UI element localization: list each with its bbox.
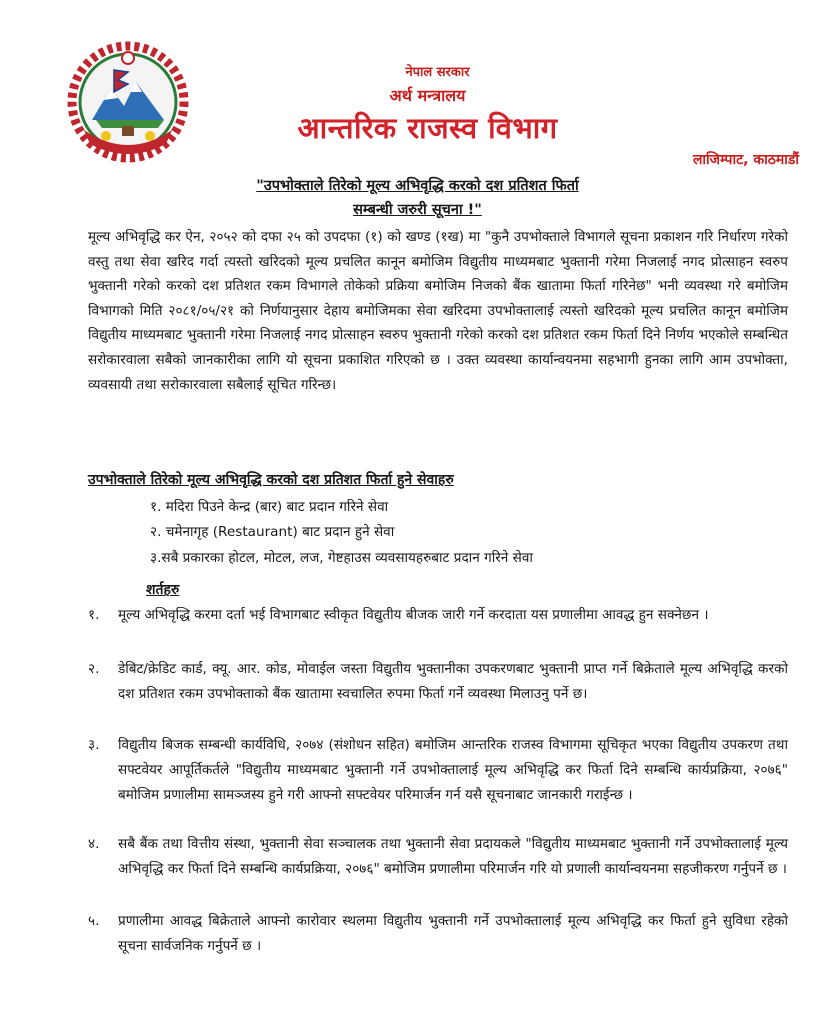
condition-text: प्रणालीमा आवद्ध बिक्रेताले आफ्नो कारोवार स्थलमा विद्युतीय भुक्तानी गर्ने उपभोक्तालाई मूल्य अभिवृद्धि कर फिर्ता हुने सुविधा रहेको सूचना सार्वजनिक गर्नुपर्ने छ । — [118, 913, 788, 954]
condition-item — [88, 832, 788, 882]
office-location: लाजिम्पाट, काठमाडौं — [692, 152, 799, 168]
notice-title-line-1: "उपभोक्ताले तिरेको मूल्य अभिवृद्धि करको दश प्रतिशत फिर्ता — [256, 178, 579, 194]
condition-number: ३. — [88, 737, 100, 753]
condition-text: मूल्य अभिवृद्धि करमा दर्ता भई विभागबाट स्वीकृत विद्युतीय बीजक जारी गर्ने करदाता यस प्रणालीमा आवद्ध हुन सक्नेछन । — [118, 607, 709, 623]
condition-number: १. — [88, 607, 100, 623]
service-item: २. चमेनागृह (Restaurant) बाट प्रदान हुने सेवा — [150, 524, 395, 540]
condition-text: डेबिट/क्रेडिट कार्ड, क्यू. आर. कोड, मोवाईल जस्ता विद्युतीय भुक्तानीका उपकरणबाट भुक्तानी प्राप्त गर्ने बिक्रेताले मूल्य अभिवृद्धि करको दश प्रतिशत रकम उपभोक्ताको बैंक खातामा स्वचालित रुपमा फिर्ता गर्ने व्यवस्था मिलाउनु पर्ने छ। — [118, 661, 788, 702]
condition-item — [88, 603, 788, 628]
notice-title-line-2: सम्बन्धी जरुरी सूचना !" — [353, 202, 482, 218]
department-name: आन्तरिक राजस्व विभाग — [297, 111, 558, 145]
government-name: नेपाल सरकार — [405, 65, 470, 80]
ministry-name: अर्थ मन्त्रालय — [389, 86, 466, 105]
service-item: ३.सबै प्रकारका होटल, मोटल, लज, गेष्टहाउस व्यवसायहरुबाट प्रदान गरिने सेवा — [150, 550, 533, 566]
condition-text: विद्युतीय बिजक सम्बन्धी कार्यविधि, २०७४ (संशोधन सहित) बमोजिम आन्तरिक राजस्व विभागमा सूचिकृत भएका विद्युतीय उपकरण तथा सफ्टवेयर आपूर्तिकर्तले "विद्युतीय माध्यमबाट भुक्तानी गर्ने उपभोक्तालाई मूल्य अभिवृद्धि कर फिर्ता दिने सम्बन्धि कार्यप्रक्रिया, २०७६" बमोजिम प्रणालीमा सामञ्जस्य हुने गरी आफ्नो सफ्टवेयर परिमार्जन गर्न यसै सूचनाबाट जानकारी गराईन्छ । — [118, 737, 788, 803]
condition-item — [88, 909, 788, 959]
conditions-heading: शर्तहरु — [146, 582, 180, 598]
condition-number: ५. — [88, 913, 100, 929]
service-item: १. मदिरा पिउने केन्द्र (बार) बाट प्रदान गरिने सेवा — [150, 499, 389, 515]
condition-item — [88, 733, 788, 808]
notice-body: मूल्य अभिवृद्धि कर ऐन, २०५२ को दफा २५ को उपदफा (१) को खण्ड (१ख) मा "कुनै उपभोक्ताले विभागले सूचना प्रकाशन गरि निर्धारण गरेको वस्तु तथा सेवा खरिद गर्दा त्यस्तो खरिदको मूल्य प्रचलित कानून बमोजिम विद्युतीय माध्यमबाट भुक्तानी गरेमा निजलाई नगद प्रोत्साहन स्वरुप भुक्तानी गरेको करको दश प्रतिशत रकम विभागले तोकेको प्रक्रिया बमोजिम निजको बैंक खातामा फिर्ता गरिनेछ" भनी व्यवस्था गरे बमोजिम विभागको मिति २०८१/०५/२१ को निर्णयानुसार देहाय बमोजिमका सेवा खरिदमा उपभोक्तालाई त्यस्तो खरिदको मूल्य प्रचलित कानून बमोजिम विद्युतीय माध्यमबाट भुक्तानी गरेमा निजलाई नगद प्रोत्साहन स्वरुप भुक्तानी गरेको करको दश प्रतिशत रकम फिर्ता दिने निर्णय भएकोले सम्बन्धित सरोकारवाला सबैको जानकारीका लागि यो सूचना प्रकाशित गरिएको छ । उक्त व्यवस्था कार्यान्वयनमा सहभागी हुनका लागि आम उपभोक्ता, व्यवसायी तथा सरोकारवाला सबैलाई सूचित गरिन्छ। — [88, 229, 788, 393]
condition-number: २. — [88, 661, 100, 677]
condition-number: ४. — [88, 836, 100, 852]
services-heading: उपभोक्ताले तिरेको मूल्य अभिवृद्धि करको दश प्रतिशत फिर्ता हुने सेवाहरु — [88, 472, 454, 488]
condition-text: सबै बैंक तथा वित्तीय संस्था, भुक्तानी सेवा सञ्चालक तथा भुक्तानी सेवा प्रदायकले "विद्युतीय माध्यमबाट भुक्तानी गर्ने उपभोक्तालाई मूल्य अभिवृद्धि कर फिर्ता दिने सम्बन्धि कार्यप्रक्रिया, २०७६" बमोजिम प्रणालीमा परिमार्जन गरि यो प्रणाली कार्यान्वयनमा सहजीकरण गर्नुपर्ने छ । — [118, 836, 788, 877]
condition-item — [88, 657, 788, 707]
